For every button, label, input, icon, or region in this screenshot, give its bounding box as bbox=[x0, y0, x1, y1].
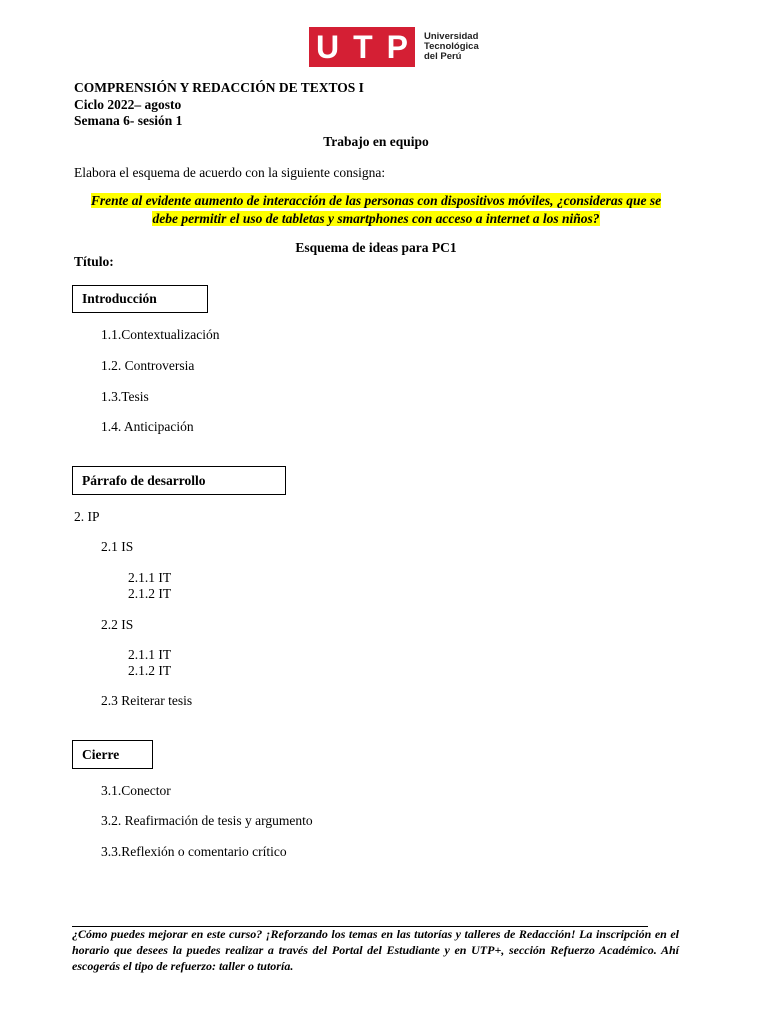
week-label: Semana 6- sesión 1 bbox=[74, 113, 183, 128]
prompt-question bbox=[72, 192, 680, 228]
development-sub-3: 2.3 Reiterar tesis bbox=[101, 693, 193, 708]
prompt-line-1: Frente al evidente aumento de interacción de las personas con dispositivos móviles, ¿consideras que se bbox=[90, 193, 662, 208]
intro-item-3: 1.3.Tesis bbox=[101, 389, 149, 404]
intro-heading: Introducción bbox=[82, 291, 157, 306]
development-sub-2: 2.2 IS bbox=[101, 617, 134, 632]
development-main-idea: 2. IP bbox=[74, 509, 100, 524]
closing-item-3: 3.3.Reflexión o comentario crítico bbox=[101, 844, 287, 859]
logo-letter-u: U bbox=[316, 29, 340, 65]
development-heading: Párrafo de desarrollo bbox=[82, 473, 206, 488]
page-title: Trabajo en equipo bbox=[323, 134, 429, 149]
course-title: COMPRENSIÓN Y REDACCIÓN DE TEXTOS I bbox=[74, 80, 364, 95]
logo-line-2: Tecnológica bbox=[424, 41, 479, 52]
logo-university-name bbox=[424, 32, 479, 62]
utp-logo-mark bbox=[309, 27, 415, 67]
development-heading-box bbox=[72, 466, 286, 495]
utp-logo bbox=[309, 27, 479, 67]
logo-letter-p: P bbox=[386, 29, 408, 65]
scheme-title: Esquema de ideas para PC1 bbox=[295, 240, 457, 255]
closing-heading-box bbox=[72, 740, 153, 769]
development-sub-2-item-2: 2.1.2 IT bbox=[128, 663, 172, 678]
intro-heading-box bbox=[72, 285, 208, 313]
development-sub-1: 2.1 IS bbox=[101, 539, 134, 554]
intro-item-2: 1.2. Controversia bbox=[101, 358, 195, 373]
development-sub-1-item-1: 2.1.1 IT bbox=[128, 570, 172, 585]
closing-item-1: 3.1.Conector bbox=[101, 783, 171, 798]
prompt-line-2: debe permitir el uso de tabletas y smartphones con acceso a internet a los niños? bbox=[152, 211, 600, 226]
intro-item-4: 1.4. Anticipación bbox=[101, 419, 194, 434]
closing-item-2: 3.2. Reafirmación de tesis y argumento bbox=[101, 813, 313, 828]
cycle-label: Ciclo 2022– agosto bbox=[74, 97, 182, 112]
logo-line-1: Universidad bbox=[424, 31, 479, 42]
development-sub-1-item-2: 2.1.2 IT bbox=[128, 586, 172, 601]
logo-letter-t: T bbox=[353, 29, 373, 65]
footer-note: ¿Cómo puedes mejorar en este curso? ¡Reforzando los temas en las tutorías y talleres de Redacción! La inscripción en el horario que desees la puedes realizar a través del Portal del Estudiante y en UTP+, sección Refuerzo Académico. Ahí escogerás el tipo de refuerzo: taller o tutoría. bbox=[72, 927, 679, 973]
development-sub-2-item-1: 2.1.1 IT bbox=[128, 647, 172, 662]
intro-item-1: 1.1.Contextualización bbox=[101, 327, 220, 342]
instruction-text: Elabora el esquema de acuerdo con la siguiente consigna: bbox=[74, 165, 386, 180]
title-label: Título: bbox=[74, 254, 114, 269]
closing-heading: Cierre bbox=[82, 747, 120, 762]
logo-line-3: del Perú bbox=[424, 51, 462, 62]
